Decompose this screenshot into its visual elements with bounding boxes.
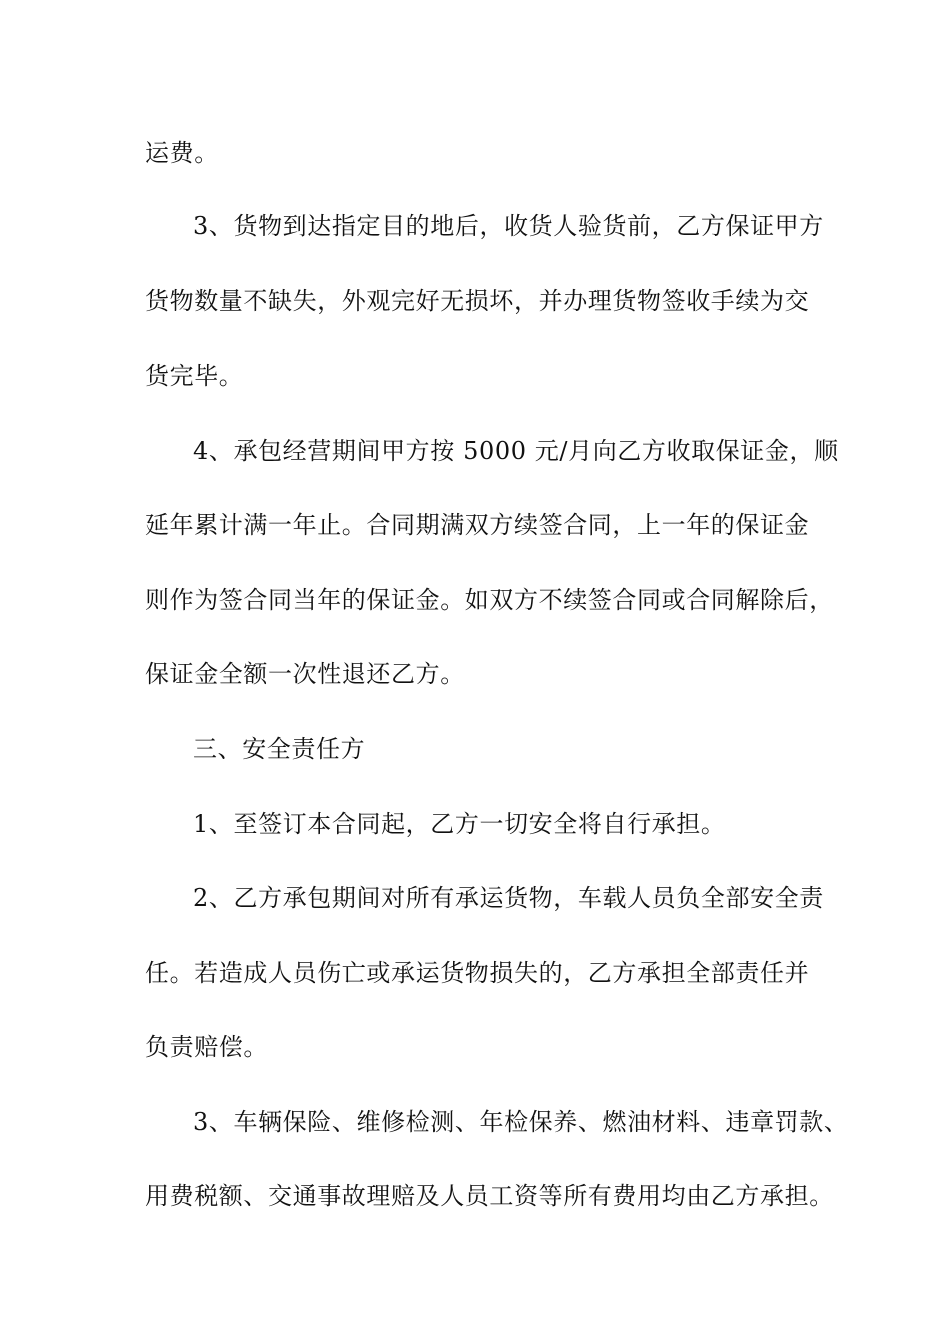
text-line: 则作为签合同当年的保证金。如双方不续签合同或合同解除后， [145, 586, 834, 614]
text-line: 运费。 [145, 139, 219, 167]
text-line: 延年累计满一年止。合同期满双方续签合同，上一年的保证金 [145, 511, 810, 539]
text-line: 4、承包经营期间甲方按 5000 元/月向乙方收取保证金，顺 [193, 437, 839, 465]
text-line: 1、至签订本合同起，乙方一切安全将自行承担。 [193, 810, 726, 838]
text-line: 用费税额、交通事故理赔及人员工资等所有费用均由乙方承担。 [145, 1182, 834, 1210]
text-line: 货完毕。 [145, 362, 244, 390]
text-line: 3、车辆保险、维修检测、年检保养、燃油材料、违章罚款、 [193, 1108, 849, 1136]
text-line: 保证金全额一次性退还乙方。 [145, 660, 465, 688]
text-line: 3、货物到达指定目的地后，收货人验货前，乙方保证甲方 [193, 212, 824, 240]
text-line: 负责赔偿。 [145, 1033, 268, 1061]
text-line: 任。若造成人员伤亡或承运货物损失的，乙方承担全部责任并 [145, 959, 810, 987]
text-line: 货物数量不缺失，外观完好无损坏，并办理货物签收手续为交 [145, 287, 810, 315]
section-heading: 三、安全责任方 [193, 735, 366, 763]
text-line: 2、乙方承包期间对所有承运货物，车载人员负全部安全责 [193, 884, 824, 912]
